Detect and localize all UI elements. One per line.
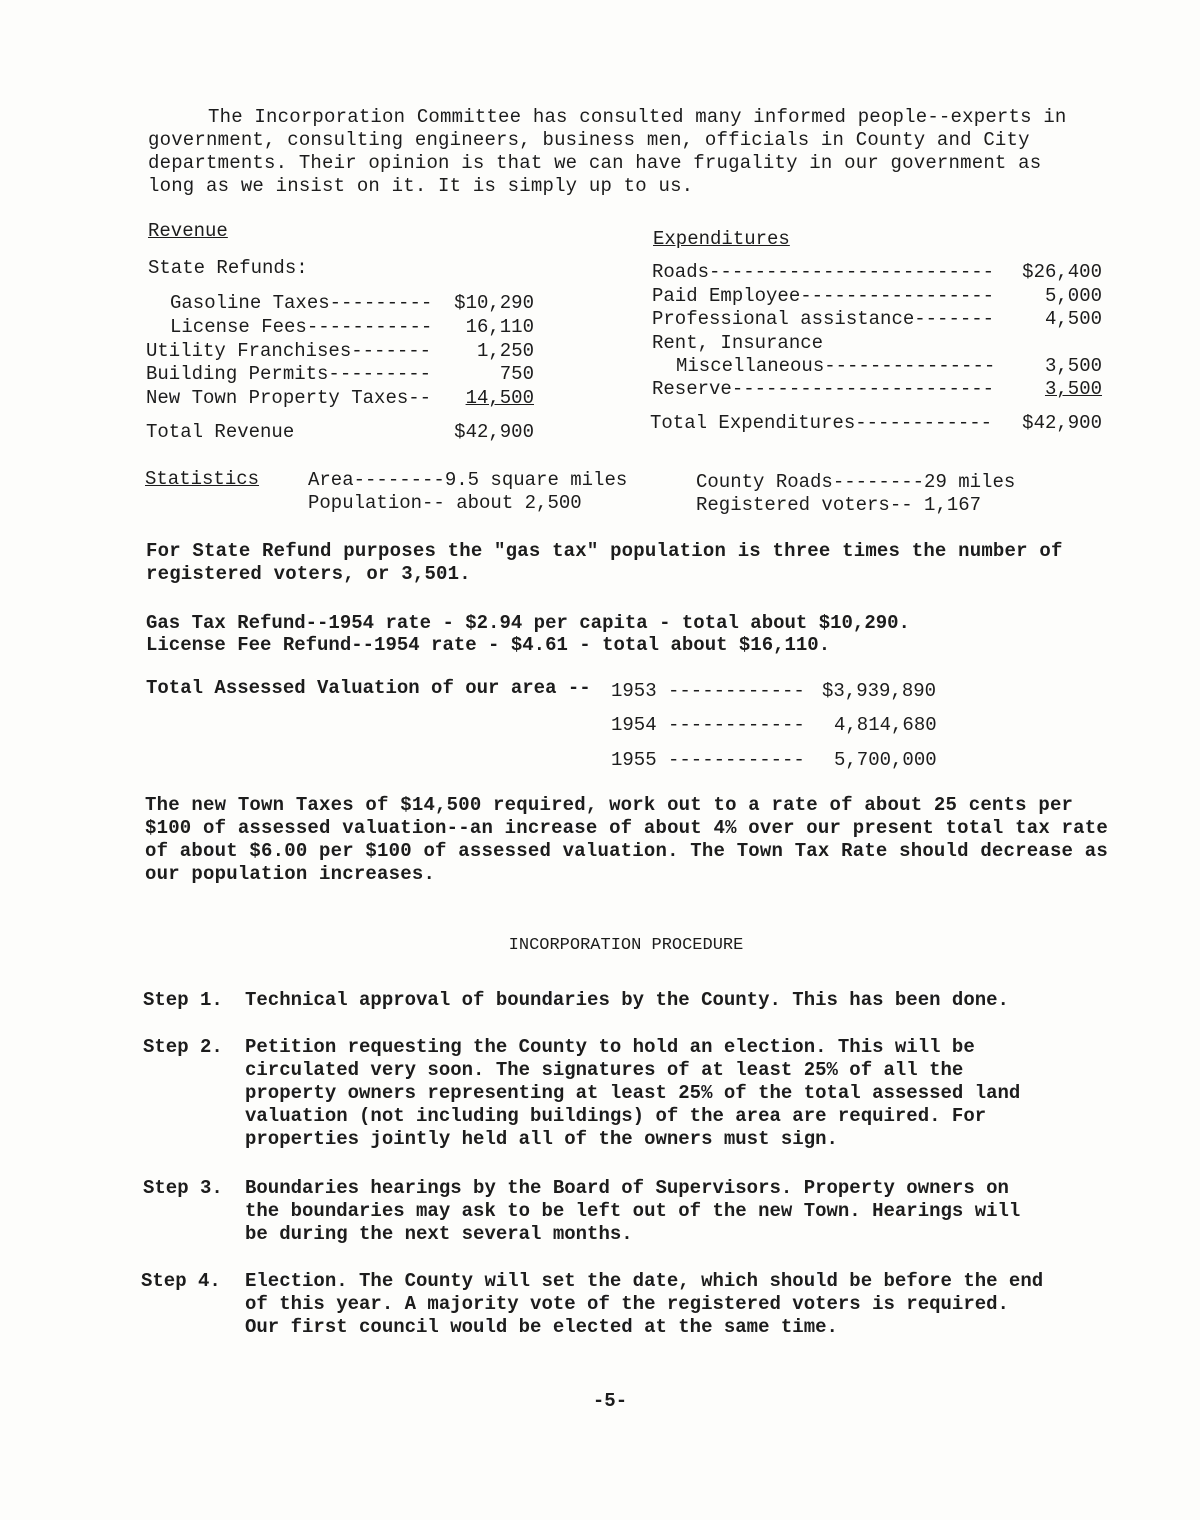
- total-revenue-value: $42,900: [454, 421, 534, 443]
- statistics-area: Area--------9.5 square miles: [308, 469, 628, 491]
- page-number: -5-: [592, 1390, 628, 1412]
- valuation-year: 1953: [611, 680, 657, 702]
- step-label: Step 4.: [141, 1270, 221, 1292]
- revenue-row-value: 16,110: [465, 316, 534, 338]
- valuation-year: 1954: [611, 714, 657, 736]
- expenditure-row-label: Paid Employee-----------------: [652, 285, 995, 307]
- tax-paragraph: The new Town Taxes of $14,500 required, work out to a rate of about 25 cents per $100 of assessed valuation--an increase of about 4% over our present total tax rate of about $6.00 per $100 of assessed valuation. The Town Tax Rate should decrease as our population increases.: [145, 794, 1108, 885]
- procedure-heading: INCORPORATION PROCEDURE: [508, 936, 744, 955]
- step-text: Boundaries hearings by the Board of Supervisors. Property owners on the boundaries may ask to be left out of the new Town. Hearings will be during the next several months.: [245, 1177, 1021, 1245]
- expenditure-row-label: Reserve-----------------------: [652, 378, 995, 400]
- expenditures-heading: Expenditures: [653, 228, 790, 250]
- total-expenditures-value: $42,900: [1022, 412, 1102, 434]
- total-expenditures-label: Total Expenditures------------: [650, 412, 993, 434]
- valuation-value: $3,939,890: [822, 680, 937, 702]
- valuation-dashes: ------------: [668, 680, 805, 702]
- valuation-dashes: ------------: [668, 714, 805, 736]
- step-text: Technical approval of boundaries by the County. This has been done.: [245, 989, 1009, 1011]
- expenditure-row-value: 5,000: [1044, 285, 1102, 307]
- expenditure-row-value: 4,500: [1044, 308, 1102, 330]
- gas-tax-refund: Gas Tax Refund--1954 rate - $2.94 per capita - total about $10,290.: [146, 612, 910, 634]
- license-fee-refund: License Fee Refund--1954 rate - $4.61 - total about $16,110.: [146, 634, 831, 656]
- expenditure-row-label: Professional assistance-------: [652, 308, 995, 330]
- valuation-value: 5,700,000: [834, 749, 937, 771]
- statistics-county-roads: County Roads--------29 miles: [696, 471, 1016, 493]
- revenue-row-label: Gasoline Taxes---------: [170, 292, 433, 314]
- statistics-heading: Statistics: [145, 468, 260, 490]
- step-text: Petition requesting the County to hold an election. This will be circulated very soon. The signatures of at least 25% of all the property owners representing at least 25% of the total assessed land valuation (not including buildings) of the area are required. For properties jointly held all of the owners must sign.: [245, 1036, 1021, 1150]
- statistics-population: Population-- about 2,500: [308, 492, 582, 514]
- valuation-dashes: ------------: [668, 749, 805, 771]
- valuation-label: Total Assessed Valuation of our area --: [146, 677, 591, 699]
- expenditure-row-value: 3,500: [1044, 378, 1102, 400]
- revenue-row-label: New Town Property Taxes--: [146, 387, 432, 409]
- intro-paragraph: The Incorporation Committee has consulted many informed people--experts in government, consulting engineers, business men, officials in County and City departments. Their opinion is that we can have frugality in our government as long as we insist on it. It is simply up to us.: [148, 106, 1067, 197]
- valuation-value: 4,814,680: [834, 714, 937, 736]
- expenditure-row-label: Miscellaneous---------------: [676, 355, 996, 377]
- expenditure-row-label: Rent, Insurance: [652, 332, 824, 354]
- expenditure-row-value: 3,500: [1044, 355, 1102, 377]
- revenue-heading: Revenue: [148, 220, 228, 242]
- step-label: Step 3.: [143, 1177, 223, 1199]
- total-revenue-label: Total Revenue: [146, 421, 295, 443]
- state-refunds-label: State Refunds:: [148, 257, 308, 279]
- step-label: Step 1.: [143, 989, 223, 1011]
- valuation-year: 1955: [611, 749, 657, 771]
- revenue-row-label: Building Permits---------: [146, 363, 432, 385]
- expenditure-row-value: $26,400: [1022, 261, 1102, 283]
- expenditure-row-label: Roads-------------------------: [652, 261, 995, 283]
- revenue-row-value: 750: [499, 363, 534, 385]
- step-text: Election. The County will set the date, which should be before the end of this year. A majority vote of the registered voters is required. Our first council would be elected at the same time.: [245, 1270, 1044, 1338]
- step-label: Step 2.: [143, 1036, 223, 1058]
- revenue-row-value: $10,290: [454, 292, 534, 314]
- revenue-row-value: 1,250: [476, 340, 534, 362]
- revenue-row-value: 14,500: [465, 387, 534, 409]
- revenue-row-label: License Fees-----------: [170, 316, 433, 338]
- gas-tax-note: For State Refund purposes the "gas tax" population is three times the number of registered voters, or 3,501.: [146, 540, 1063, 585]
- revenue-row-label: Utility Franchises-------: [146, 340, 432, 362]
- statistics-registered-voters: Registered voters-- 1,167: [696, 494, 982, 516]
